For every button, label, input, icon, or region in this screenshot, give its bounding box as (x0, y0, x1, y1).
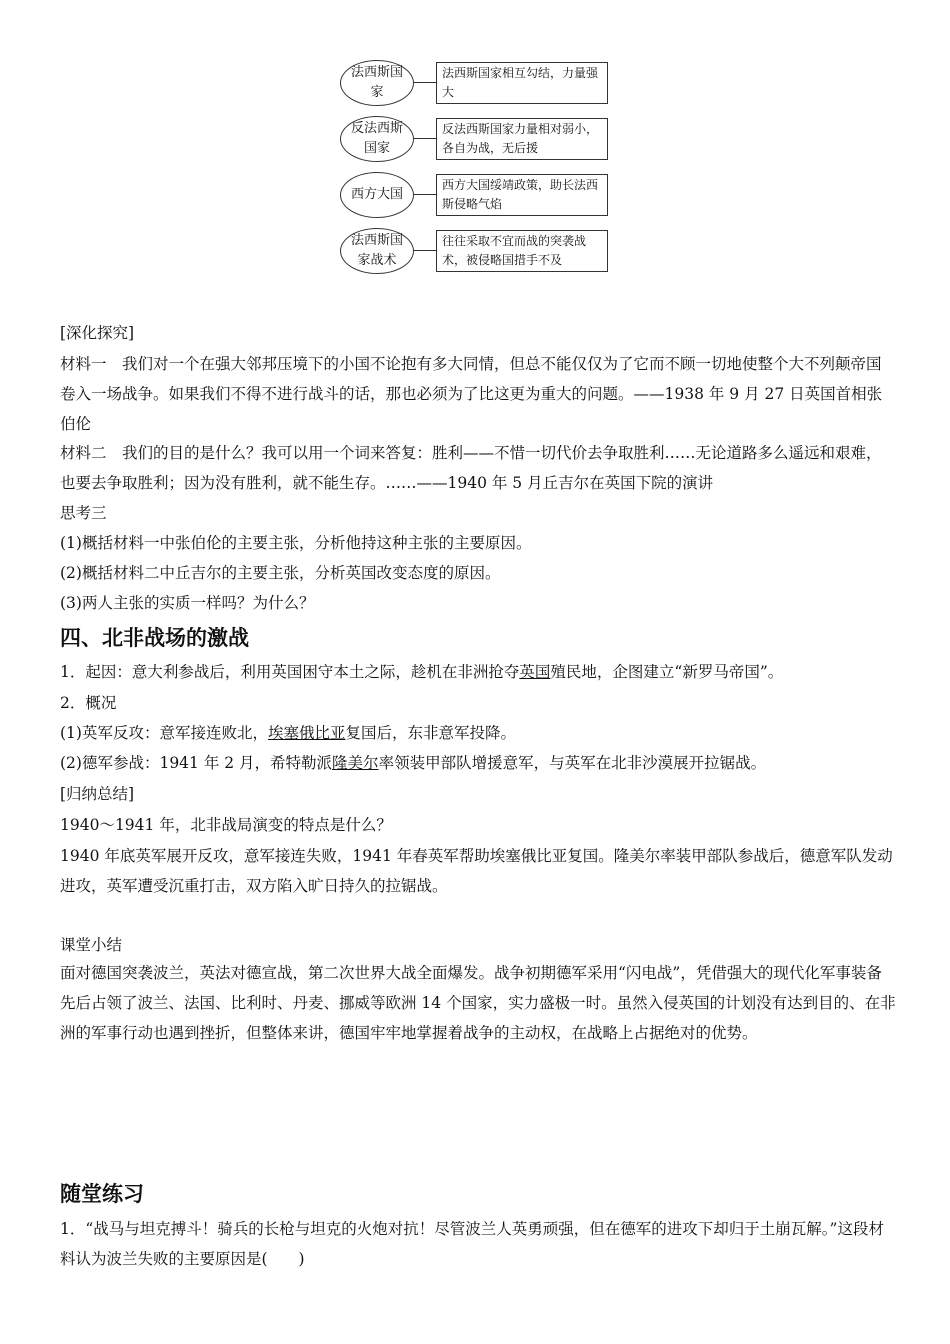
overview-label: 2．概况 (60, 694, 117, 712)
underlined-term: 英国 (519, 663, 551, 681)
summary-label: [归纳总结] (60, 785, 135, 803)
underlined-term: 隆美尔 (332, 754, 379, 772)
diagram-oval: 法西斯国家战术 (340, 228, 414, 274)
material-one: 材料一 我们对一个在强大邻邦压境下的小国不论抱有多大同情，但总不能仅仅为了它而不顾一切地使整个大不列颠帝国卷入一场战争。如果我们不得不进行战斗的话，那也必须为了比这更为重大的问题。——1938 年 9 月 27 日英国首相张伯伦 (60, 355, 883, 433)
deep-inquiry-label: [深化探究] (60, 324, 135, 342)
diagram-box: 反法西斯国家力量相对弱小，各自为战，无后援 (436, 118, 608, 160)
diagram-box: 法西斯国家相互勾结，力量强大 (436, 62, 608, 104)
diagram-box: 往往采取不宜而战的突袭战术，被侵略国措手不及 (436, 230, 608, 272)
underlined-term: 埃塞俄比亚 (267, 724, 346, 742)
diagram-connector (414, 250, 436, 251)
diagram-row (336, 114, 616, 166)
cause-line: 1．起因：意大利参战后，利用英国困守本土之际，趁机在非洲抢夺英国殖民地，企图建立“新罗马帝国”。 (60, 663, 784, 681)
diagram-connector (414, 138, 436, 139)
question-2: (2)概括材料二中丘吉尔的主要主张，分析英国改变态度的原因。 (60, 564, 501, 582)
diagram-oval: 反法西斯国家 (340, 116, 414, 162)
practice-heading: 随堂练习 (60, 1182, 144, 1206)
diagram-oval: 西方大国 (340, 172, 414, 218)
diagram-connector (414, 82, 436, 83)
class-summary-text: 面对德国突袭波兰，英法对德宣战，第二次世界大战全面爆发。战争初期德军采用“闪电战”，凭借强大的现代化军事装备先后占领了波兰、法国、比利时、丹麦、挪威等欧洲 14 个国家，实力盛极一时。虽然入侵英国的计划没有达到目的、在非洲的军事行动也遇到挫折，但整体来讲，德国牢牢地掌握着战争的主动权，在战略上占据绝对的优势。 (60, 964, 896, 1042)
diagram-box: 西方大国绥靖政策，助长法西斯侵略气焰 (436, 174, 608, 216)
diagram-row (336, 226, 616, 278)
diagram-row (336, 58, 616, 110)
think-title: 思考三 (60, 504, 107, 522)
class-summary-title: 课堂小结 (60, 936, 123, 954)
diagram-oval: 法西斯国家 (340, 60, 414, 106)
summary-question: 1940～1941 年，北非战局演变的特点是什么？ (60, 816, 392, 834)
summary-answer: 1940 年底英军展开反攻，意军接连失败，1941 年春英军帮助埃塞俄比亚复国。隆美尔率装甲部队参战后，德意军队发动进攻，英军遭受沉重打击，双方陷入旷日持久的拉锯战。 (60, 847, 893, 895)
diagram-row (336, 170, 616, 222)
question-1: (1)概括材料一中张伯伦的主要主张，分析他持这种主张的主要原因。 (60, 534, 532, 552)
material-two: 材料二 我们的目的是什么？我可以用一个词来答复：胜利——不惜一切代价去争取胜利……无论道路多么遥远和艰难，也要去争取胜利；因为没有胜利，就不能生存。……——1940 年 5 月丘吉尔在英国下院的演讲 (60, 444, 882, 492)
practice-question-1: 1．“战马与坦克搏斗！骑兵的长枪与坦克的火炮对抗！尽管波兰人英勇顽强，但在德军的进攻下却归于土崩瓦解。”这段材料认为波兰失败的主要原因是( ) (60, 1220, 884, 1268)
overview-item-1: (1)英军反攻：意军接连败北，埃塞俄比亚复国后，东非意军投降。 (60, 724, 516, 742)
comparison-diagram (336, 58, 616, 280)
section-heading-north-africa: 四、北非战场的激战 (60, 626, 249, 650)
overview-item-2: (2)德军参战：1941 年 2 月，希特勒派隆美尔率领装甲部队增援意军，与英军在北非沙漠展开拉锯战。 (60, 754, 767, 772)
question-3: (3)两人主张的实质一样吗？为什么？ (60, 594, 315, 612)
diagram-connector (414, 194, 436, 195)
